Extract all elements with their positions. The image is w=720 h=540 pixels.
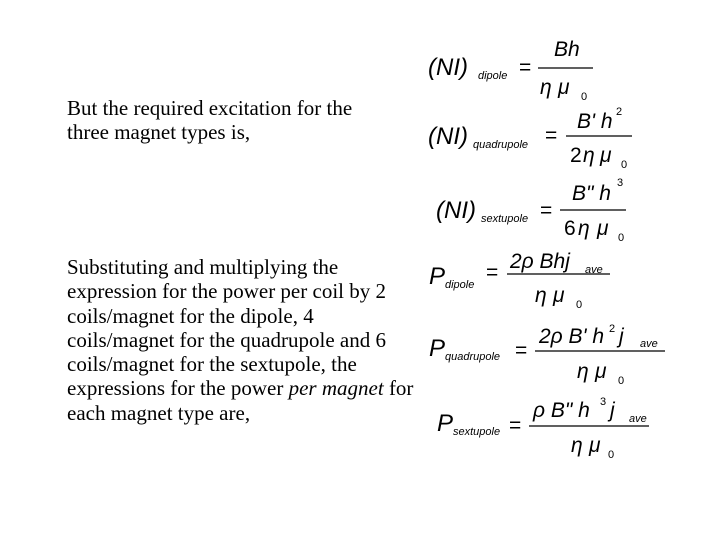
eq4-numerator: 2ρ Bhj bbox=[510, 250, 570, 273]
eq2-subscript: quadrupole bbox=[473, 139, 529, 151]
eq2-num-sup: 2 bbox=[616, 106, 623, 118]
eq5-den-mu: μ bbox=[595, 360, 607, 383]
eq4-equals: = bbox=[486, 261, 499, 284]
eq4-den-mu: μ bbox=[553, 284, 565, 307]
eq3-num-sup: 3 bbox=[617, 177, 624, 189]
eq5-subscript: quadrupole bbox=[445, 351, 501, 363]
eq4-den-eta: η bbox=[535, 284, 547, 307]
eq4-lhs: P bbox=[429, 263, 446, 290]
eq2-den-zero: 0 bbox=[621, 159, 628, 171]
eq1-lhs: (NI) bbox=[428, 54, 468, 81]
eq6-equals: = bbox=[509, 414, 522, 437]
eq3-den-eta: η bbox=[578, 217, 590, 240]
eq5-equals: = bbox=[515, 339, 528, 362]
eq6-numerator: ρ B" h bbox=[533, 399, 590, 422]
eq2-numerator: B' h bbox=[577, 110, 613, 133]
eq3-den-zero: 0 bbox=[618, 232, 625, 244]
eq6-num-subscript: ave bbox=[629, 413, 647, 425]
eq6-lhs: P bbox=[437, 410, 454, 437]
eq1-numerator: Bh bbox=[554, 38, 580, 61]
power-explanation-text bbox=[67, 255, 417, 425]
eq1-den-eta: η bbox=[540, 76, 552, 99]
power-explanation-emphasis: per magnet bbox=[288, 376, 384, 401]
eq2-den-eta: η bbox=[583, 144, 595, 167]
eq4-den-zero: 0 bbox=[576, 299, 583, 311]
excitation-intro-text: But the required excitation for the three magnet types is, bbox=[67, 96, 353, 145]
eq3-den-mu: μ bbox=[597, 217, 609, 240]
eq6-subscript: sextupole bbox=[453, 426, 501, 438]
eq5-den-eta: η bbox=[577, 360, 589, 383]
eq3-numerator: B" h bbox=[572, 182, 611, 205]
eq2-den-coef: 2 bbox=[570, 144, 582, 167]
eq5-num-sup: 2 bbox=[609, 323, 616, 335]
eq1-den-mu: μ bbox=[558, 76, 570, 99]
eq1-den-zero: 0 bbox=[581, 91, 588, 103]
eq3-subscript: sextupole bbox=[481, 213, 529, 225]
eq6-den-eta: η bbox=[571, 434, 583, 457]
eq2-den-mu: μ bbox=[600, 144, 612, 167]
eq3-equals: = bbox=[540, 199, 553, 222]
eq2-lhs: (NI) bbox=[428, 123, 468, 150]
eq4-num-subscript: ave bbox=[585, 264, 603, 276]
eq4-subscript: dipole bbox=[445, 279, 475, 291]
power-explanation-part1: Substituting and multiplying the expression for the power per coil by 2 coils/magnet for the dipole, 4 coils/magnet for the quadrupole and 6 coils/magnet for the sextupole, the expressions for the power bbox=[67, 255, 386, 401]
eq6-den-mu: μ bbox=[589, 434, 601, 457]
eq5-num-j: j bbox=[619, 325, 624, 348]
eq6-num-sup: 3 bbox=[600, 396, 607, 408]
eq5-numerator: 2ρ B' h bbox=[539, 325, 605, 348]
eq3-lhs: (NI) bbox=[436, 197, 476, 224]
eq6-num-j: j bbox=[610, 399, 615, 422]
eq5-lhs: P bbox=[429, 335, 446, 362]
eq6-den-zero: 0 bbox=[608, 449, 615, 461]
eq3-den-coef: 6 bbox=[564, 217, 576, 240]
eq1-equals: = bbox=[519, 56, 532, 79]
power-explanation-part2: for each magnet type are, bbox=[67, 376, 414, 425]
eq5-num-subscript: ave bbox=[640, 338, 658, 350]
eq2-equals: = bbox=[545, 124, 558, 147]
eq1-subscript: dipole bbox=[478, 70, 508, 82]
eq5-den-zero: 0 bbox=[618, 375, 625, 387]
